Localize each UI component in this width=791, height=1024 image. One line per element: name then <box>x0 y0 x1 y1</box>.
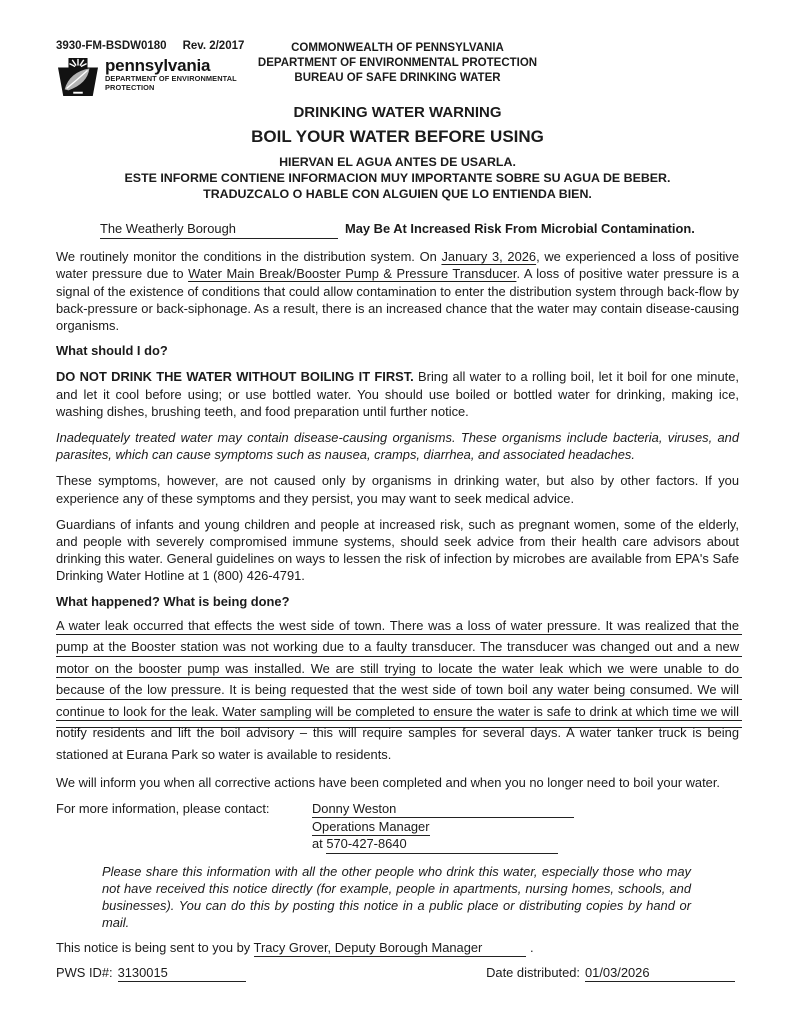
share-instructions-note: Please share this information with all the other people who drink this water, especially those who may not have received this notice directly (for example, people in apartments, nursing homes, schools, and businesses). You can do this by posting this notice in a public place or distributing copies by hand or mail. <box>102 863 691 931</box>
what-happened-response <box>56 615 739 766</box>
paragraph-guardians <box>56 516 739 585</box>
spanish-line: TRADUZCALO O HABLE CON ALGUIEN QUE LO ENTIENDA BIEN. <box>203 187 592 201</box>
logo-text <box>105 57 237 92</box>
paragraph-inadequately-treated <box>56 429 739 463</box>
pws-id-group <box>56 964 246 983</box>
text-segment: DO NOT DRINK THE WATER WITHOUT BOILING IT FIRST. <box>56 369 414 385</box>
agency-line: BUREAU OF SAFE DRINKING WATER <box>294 72 501 84</box>
text-segment: We routinely monitor the conditions in the distribution system. On <box>56 249 442 265</box>
heading-what-happened: What happened? What is being done? <box>56 593 290 609</box>
text-segment: Bring all water to a rolling boil, let it boil for one minute, and let it cool before using; or use bottled water. You should use boiled or bottled water for drinking, making ice, washing dishes, brushing teeth, and food preparation until further notice. <box>56 369 739 419</box>
agency-line: COMMONWEALTH OF PENNSYLVANIA <box>291 42 504 54</box>
form-revision: Rev. 2/2017 <box>182 40 245 52</box>
keystone-logo-icon <box>56 57 100 97</box>
risk-statement-line <box>56 220 739 239</box>
pws-id-label: PWS ID#: <box>56 964 113 980</box>
paragraph-symptoms <box>56 472 739 506</box>
contact-label: For more information, please contact: <box>56 800 270 816</box>
response-line: because of the low pressure. It is being requested that the west side of town boil any water being consumed. We will <box>56 679 739 701</box>
text-segment: We will inform you when all corrective actions have been completed and when you no longer need to boil your water. <box>56 775 721 791</box>
response-line: pump at the Booster station was not working due to a faulty transducer. The transducer was changed out and a new <box>56 636 739 658</box>
text-segment: Inadequately treated water may contain disease-causing organisms. These organisms include bacteria, viruses, and parasites, which can cause symptoms such as nausea, cramps, diarrhea, and associated headaches. <box>56 430 739 463</box>
response-line: A water leak occurred that effects the west side of town. There was a loss of water pressure. It was realized that the <box>56 615 739 637</box>
text-segment: , we experienced a loss of positive water pressure due to <box>56 249 740 282</box>
risk-statement-text: May Be At Increased Risk From Microbial Contamination. <box>345 221 695 236</box>
document-header <box>56 40 739 92</box>
pa-dep-logo <box>56 57 244 97</box>
sent-by-prefix: This notice is being sent to you by <box>56 940 254 956</box>
response-line: stationed at Eurana Park so water is available to residents. <box>56 746 392 762</box>
text-segment: Water Main Break/Booster Pump & Pressure Transducer <box>188 266 517 282</box>
response-line: motor on the booster pump was installed. We are still trying to locate the water leak which we were unable to do <box>56 658 739 680</box>
text-segment: These symptoms, however, are not caused only by organisms in drinking water, but also by other factors. If you experience any of these symptoms and they persist, you may want to seek medical advice. <box>56 473 739 506</box>
contact-phone-prefix: at <box>312 836 327 852</box>
form-number-value: 3930-FM-BSDW0180 <box>56 40 167 52</box>
sent-by-field: Tracy Grover, Deputy Borough Manager <box>254 940 527 957</box>
title-drinking-water-warning: DRINKING WATER WARNING <box>293 104 502 121</box>
date-distributed-group <box>486 964 735 983</box>
water-system-name-field: The Weatherly Borough <box>100 220 338 239</box>
text-segment: Guardians of infants and young children and people at increased risk, such as pregnant women, some of the elderly, and people with severely compromised immune systems, should seek advice from their health care advisors about drinking this water. General guidelines on ways to lessen the risk of infection by microbes are available from EPA's Safe Drinking Water Hotline at 1 (800) 426-4791. <box>56 516 739 584</box>
contact-block <box>56 800 739 854</box>
sent-by-line <box>56 939 739 956</box>
logo-subtitle: DEPARTMENT OF ENVIRONMENTAL PROTECTION <box>105 74 237 92</box>
date-distributed-field: 01/03/2026 <box>585 964 735 983</box>
spanish-notice <box>56 154 739 202</box>
header-left <box>56 40 244 97</box>
paragraph-monitoring <box>56 248 739 334</box>
response-line: continue to look for the leak. Water sampling will be completed to ensure the water is safe to drink at which time we will <box>56 701 739 723</box>
logo-title: pennsylvania <box>105 56 211 75</box>
contact-name-field: Donny Weston <box>312 800 574 819</box>
heading-what-should-i-do: What should I do? <box>56 343 168 359</box>
sent-by-suffix: . <box>529 940 534 956</box>
paragraph-inform <box>56 774 739 791</box>
spanish-line: HIERVAN EL AGUA ANTES DE USARLA. <box>279 155 516 169</box>
response-line: notify residents and lift the boil advisory – this will require samples for several days. A water tanker truck is being <box>56 722 739 744</box>
spanish-line: ESTE INFORME CONTIENE INFORMACION MUY IMPORTANTE SOBRE SU AGUA DE BEBER. <box>124 171 671 185</box>
title-boil-your-water: BOIL YOUR WATER BEFORE USING <box>251 127 544 146</box>
form-number <box>56 40 244 53</box>
contact-phone-field: 570-427-8640 <box>326 835 558 854</box>
footer-row <box>56 964 739 983</box>
agency-header <box>258 41 537 86</box>
text-segment: . A loss of positive water pressure is a signal of the existence of conditions that could allow contamination to enter the distribution system through back-flow by back-pressure or back-siphonage. As a result, there is an increased chance that the water may contain disease-causing organisms. <box>56 266 739 334</box>
paragraph-do-not-drink <box>56 368 739 420</box>
contact-title-field: Operations Manager <box>312 819 430 835</box>
pws-id-field: 3130015 <box>118 964 246 983</box>
text-segment: January 3, 2026 <box>441 249 537 265</box>
date-distributed-label: Date distributed: <box>486 964 580 980</box>
agency-line: DEPARTMENT OF ENVIRONMENTAL PROTECTION <box>257 57 538 69</box>
contact-values <box>312 800 574 854</box>
